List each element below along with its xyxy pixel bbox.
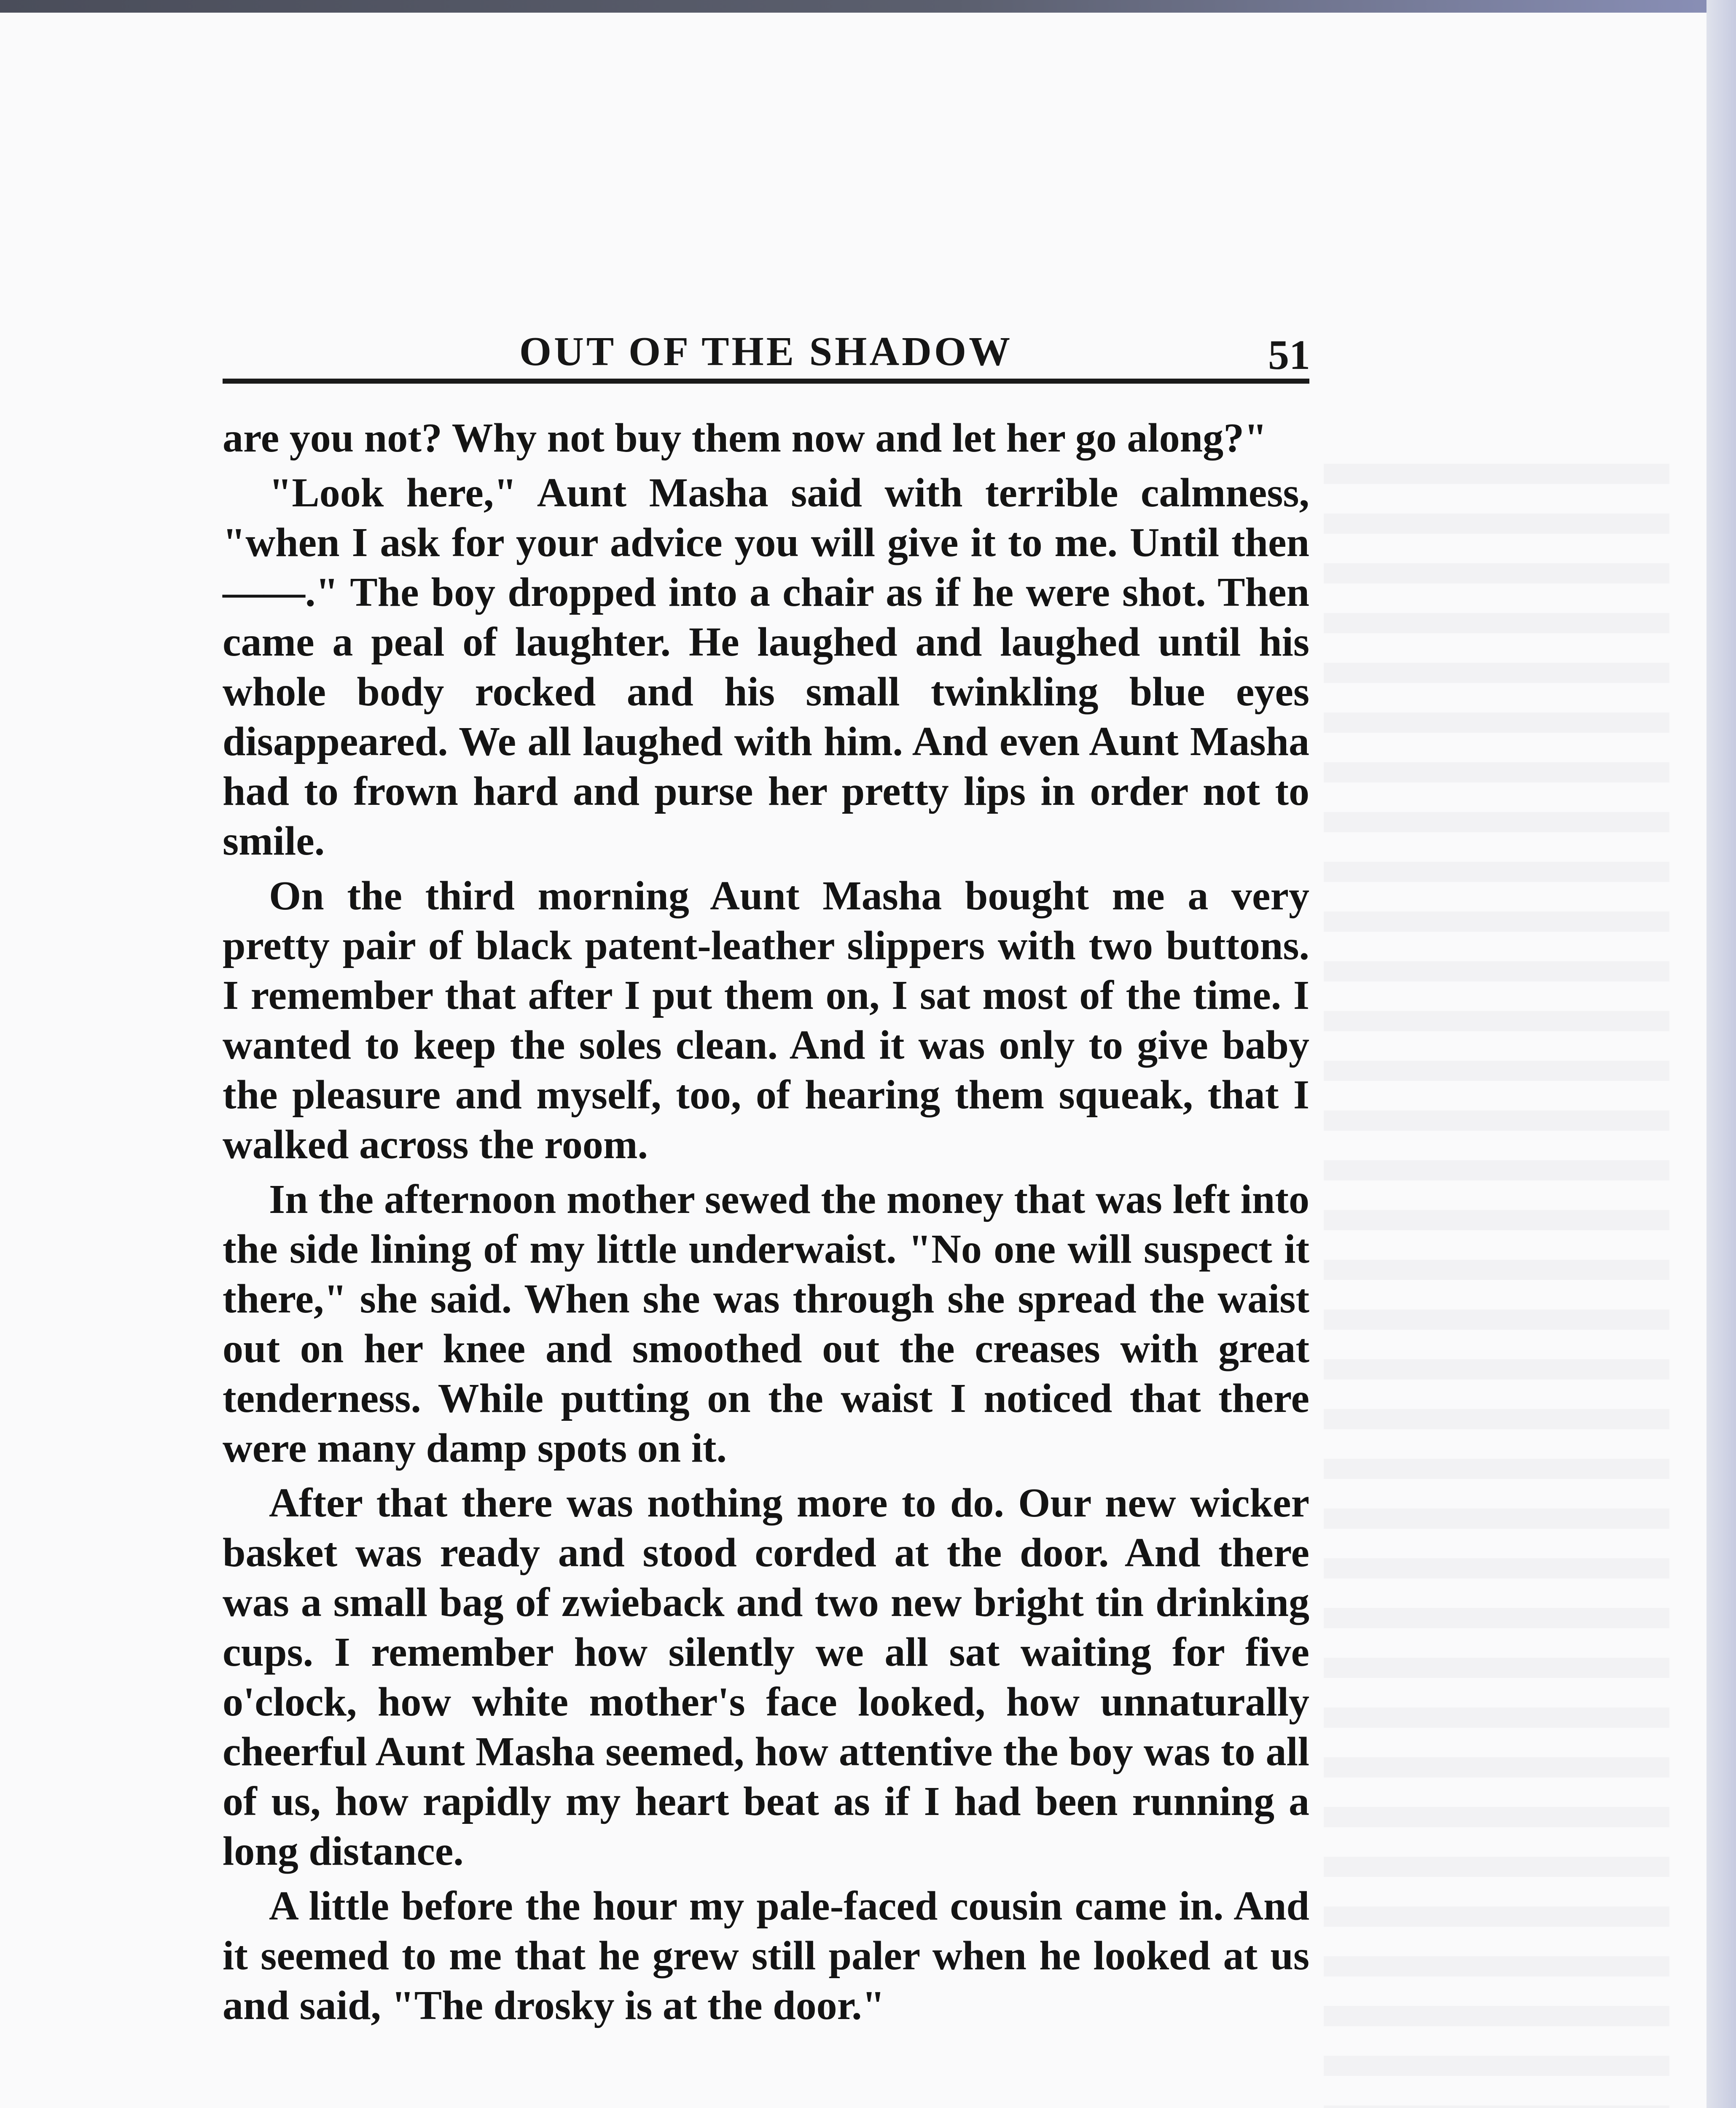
paragraph-2: "Look here," Aunt Masha said with terrible calmness, "when I ask for your advice you will give it to me. Until then——." The boy dropped into a chair as if he were shot. Then came a peal of laughter. He laughed and laughed until his whole body rocked and his small twinkling blue eyes disappeared. We all laughed with him. And even Aunt Masha had to frown hard and purse her pretty lips in order not to smile. — [223, 470, 1309, 864]
paragraph-6: A little before the hour my pale-faced cousin came in. And it seemed to me that he grew still paler when he looked at us and said, "The drosky is at the door." — [223, 1883, 1309, 2028]
paragraph-3: On the third morning Aunt Masha bought me a very pretty pair of black patent-leather slippers with two buttons. I remember that after I put them on, I sat most of the time. I wanted to keep the soles clean. And it was only to give baby the pleasure and myself, too, of hearing them squeak, that I walked across the room. — [223, 873, 1309, 1167]
paragraph-1: are you not? Why not buy them now and let her go along?" — [223, 415, 1267, 461]
book-top-edge — [0, 0, 1736, 13]
show-through-text — [1324, 434, 1669, 2108]
paragraph-4: In the afternoon mother sewed the money that was left into the side lining of my little underwaist. "No one will suspect it there," she said. When she was through she spread the waist out on her knee and smoothed out the creases with great tenderness. While putting on the waist I noticed that there were many damp spots on it. — [223, 1177, 1309, 1471]
paragraph-5: After that there was nothing more to do. Our new wicker basket was ready and stood corded at the door. And there was a small bag of zwieback and two new bright tin drinking cups. I remember how silently we all sat waiting for five o'clock, how white mother's face looked, how unnaturally cheerful Aunt Masha seemed, how attentive the boy was to all of us, how rapidly my heart beat as if I had been running a long distance. — [223, 1480, 1309, 1874]
header-rule — [223, 379, 1309, 384]
body-text — [223, 413, 1309, 2030]
running-head — [223, 320, 1309, 379]
running-title: OUT OF THE SHADOW — [519, 329, 1013, 374]
book-cover-edge — [1706, 0, 1736, 2108]
page-number: 51 — [1268, 331, 1310, 378]
